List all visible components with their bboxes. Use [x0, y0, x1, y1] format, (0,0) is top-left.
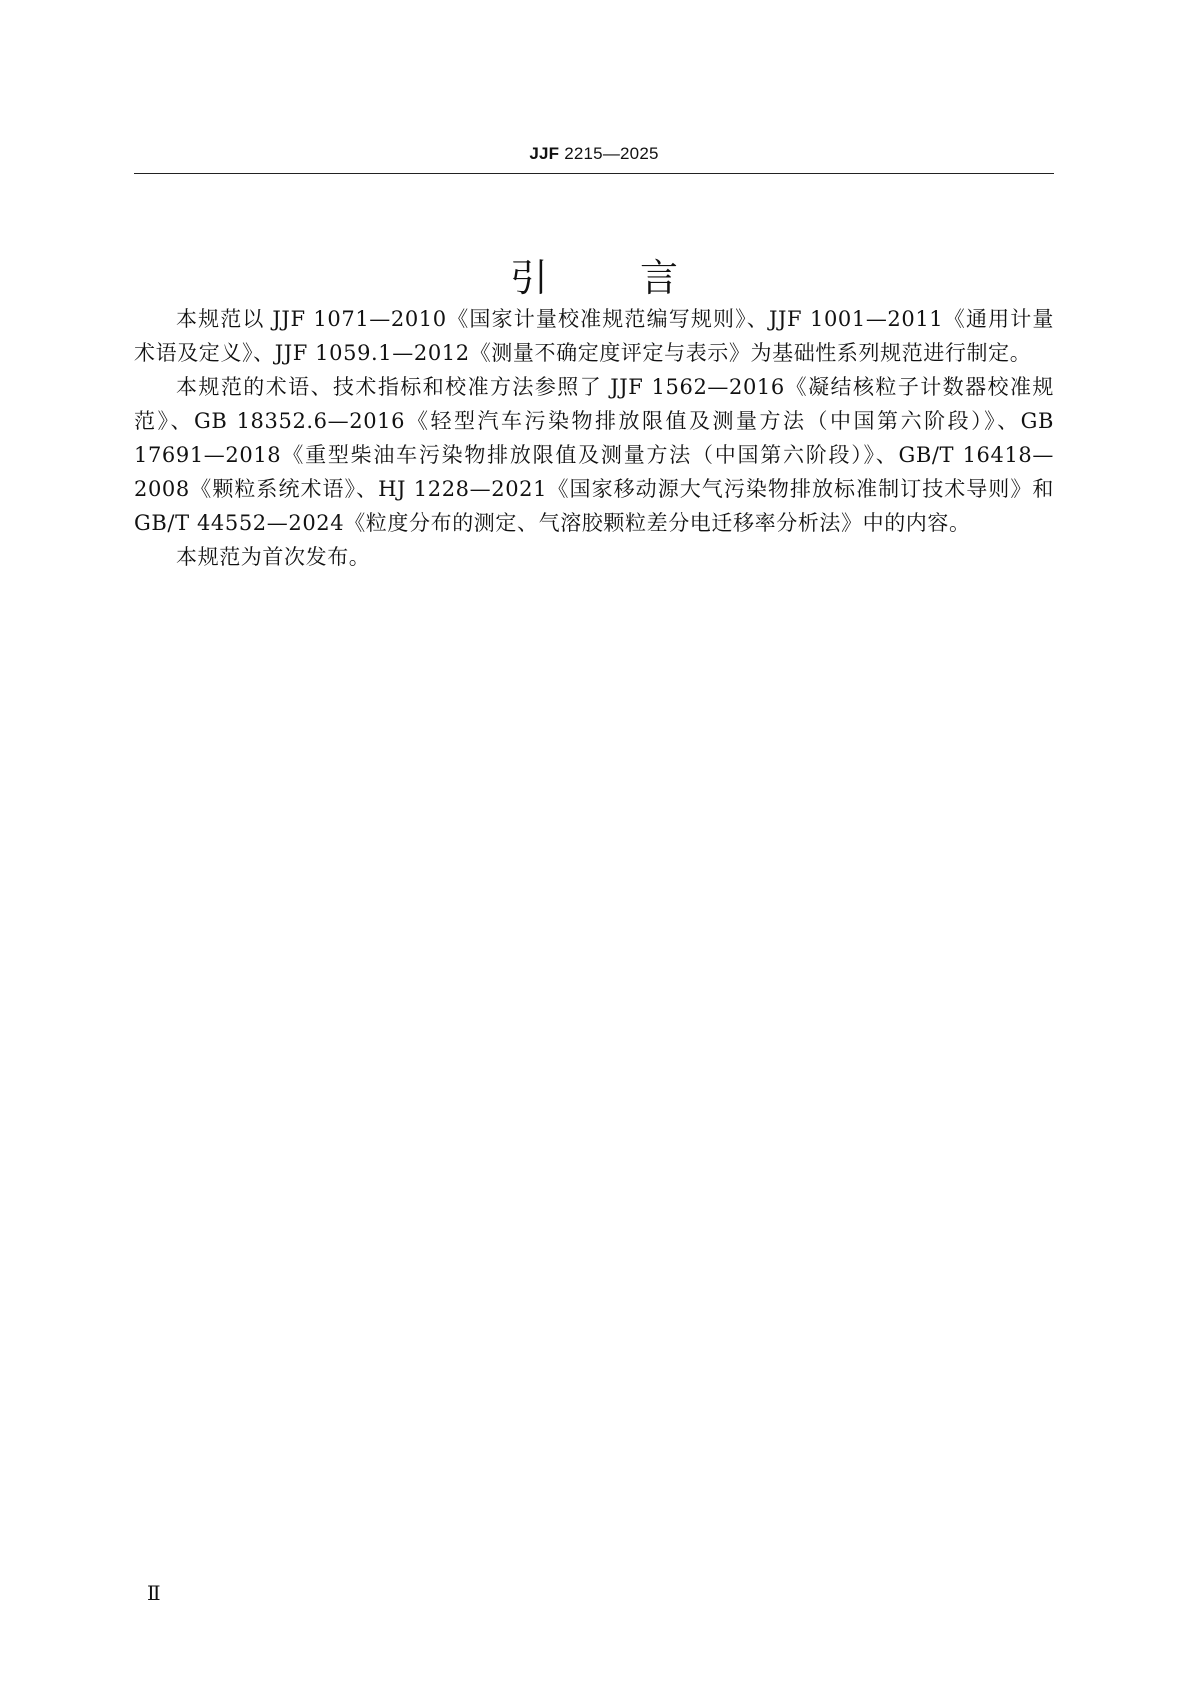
paragraph-basis: 本规范以 JJF 1071—2010《国家计量校准规范编写规则》、JJF 1001—2011《通用计量术语及定义》、JJF 1059.1—2012《测量不确定度评定与表示》为基础性系列规范进行制定。 [134, 307, 1054, 365]
page-number: Ⅱ [147, 1581, 161, 1605]
page-title-char-2: 言 [640, 256, 679, 301]
paragraph-first-release: 本规范为首次发布。 [176, 545, 371, 569]
standard-code-number: 2215—2025 [564, 144, 659, 163]
body-text [134, 302, 1054, 574]
paragraph-references: 本规范的术语、技术指标和校准方法参照了 JJF 1562—2016《凝结核粒子计数器校准规范》、GB 18352.6—2016《轻型汽车污染物排放限值及测量方法（中国第六阶段）》、GB 17691—2018《重型柴油车污染物排放限值及测量方法（中国第六阶段）》、GB/T 16418—2008《颗粒系统术语》、HJ 1228—2021《国家移动源大气污染物排放标准制订技术导则》和 GB/T 44552—2024《粒度分布的测定、气溶胶颗粒差分电迁移率分析法》中的内容。 [134, 375, 1054, 535]
standard-code-prefix: JJF [529, 144, 560, 163]
header-divider [134, 173, 1054, 174]
running-header [134, 144, 1054, 164]
page-title-char-1: 引 [509, 256, 548, 301]
page-title [134, 247, 1054, 302]
